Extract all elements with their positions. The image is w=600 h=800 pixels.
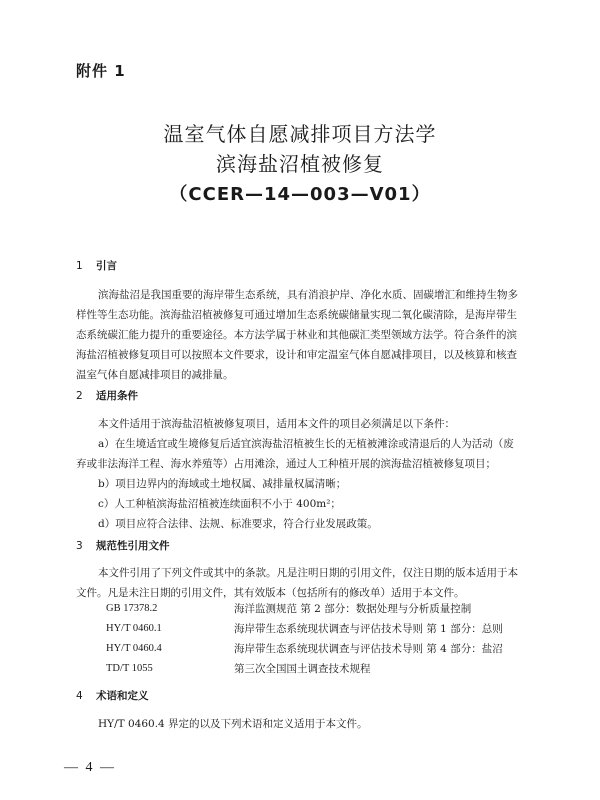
- paragraph-line: 温室气体自愿减排项目的减排量。: [76, 369, 234, 381]
- paragraph-line: 态系统碳汇能力提升的重要途径。本方法学属于林业和其他碳汇类型领域方法学。符合条件的滨: [76, 329, 517, 341]
- reference-title: 海洋监测规范 第 2 部分：数据处理与分析质量控制: [234, 602, 472, 615]
- section-3-heading: [76, 538, 170, 553]
- reference-code: GB 17378.2: [106, 602, 158, 614]
- section-1-body: [76, 285, 531, 385]
- section-2-body: [76, 414, 531, 534]
- paragraph-line: 海盐沼植被修复项目可以按照本文件要求，设计和审定温室气体自愿减排项目，以及核算和核查: [76, 349, 517, 361]
- section-title: 适用条件: [96, 390, 138, 402]
- section-number: 3: [76, 540, 83, 552]
- paragraph-line: 文件。凡是未注日期的引用文件，其有效版本（包括所有的修改单）适用于本文件。: [76, 587, 465, 599]
- section-title: 术语和定义: [96, 690, 149, 702]
- title-line-1: 温室气体自愿减排项目方法学: [163, 122, 437, 146]
- reference-code: HY/T 0460.1: [106, 622, 162, 634]
- paragraph-line: 本文件引用了下列文件或其中的条款。凡是注明日期的引用文件，仅注日期的版本适用于本: [98, 567, 518, 579]
- section-title: 规范性引用文件: [96, 540, 170, 552]
- page-number: — 4 —: [64, 760, 116, 775]
- section-1-heading: [76, 258, 117, 273]
- paragraph-line: 样性等生态功能。滨海盐沼植被修复可通过增加生态系统碳储量实现二氧化碳清除，是海岸带生: [76, 309, 517, 321]
- section-2-heading: [76, 388, 138, 403]
- title-code: （CCER—14—003—V01）: [169, 184, 431, 205]
- section-4-body: [76, 714, 531, 734]
- section-number: 4: [76, 690, 83, 702]
- section-3-body: [76, 563, 531, 603]
- reference-code: HY/T 0460.4: [106, 642, 162, 654]
- list-item: a）在生境适宜或生境修复后适宜滨海盐沼植被生长的无植被滩涂或清退后的人为活动（废: [98, 438, 514, 450]
- list-item-continued: 弃或非法海洋工程、海水养殖等）占用滩涂，通过人工种植开展的滨海盐沼植被修复项目；: [76, 458, 496, 470]
- reference-row: [106, 658, 526, 678]
- paragraph-line: 滨海盐沼是我国重要的海岸带生态系统，具有消浪护岸、净化水质、固碳增汇和维持生物多: [98, 289, 518, 301]
- section-4-heading: [76, 688, 149, 703]
- reference-row: [106, 598, 526, 618]
- paragraph-line: HY/T 0460.4 界定的以及下列术语和定义适用于本文件。: [98, 718, 368, 730]
- section-number: 2: [76, 390, 83, 402]
- reference-title: 海岸带生态系统现状调查与评估技术导则 第 4 部分：盐沼: [234, 642, 503, 655]
- attachment-label: 附件 1: [76, 62, 126, 80]
- reference-row: [106, 638, 526, 658]
- section-title: 引言: [96, 260, 117, 272]
- list-item: b）项目边界内的海域或土地权属、减排量权属清晰；: [98, 478, 347, 490]
- paragraph-line: 本文件适用于滨海盐沼植被修复项目，适用本文件的项目必须满足以下条件：: [98, 418, 455, 430]
- list-item: d）项目应符合法律、法规、标准要求，符合行业发展政策。: [98, 518, 378, 530]
- reference-title: 第三次全国国土调查技术规程: [234, 662, 371, 675]
- reference-code: TD/T 1055: [106, 662, 153, 674]
- reference-title: 海岸带生态系统现状调查与评估技术导则 第 1 部分：总则: [234, 622, 503, 635]
- reference-row: [106, 618, 526, 638]
- title-line-2: 滨海盐沼植被修复: [216, 152, 384, 176]
- section-number: 1: [76, 260, 83, 272]
- list-item: c）人工种植滨海盐沼植被连续面积不小于 400m²；: [98, 498, 341, 510]
- reference-table: [106, 598, 526, 678]
